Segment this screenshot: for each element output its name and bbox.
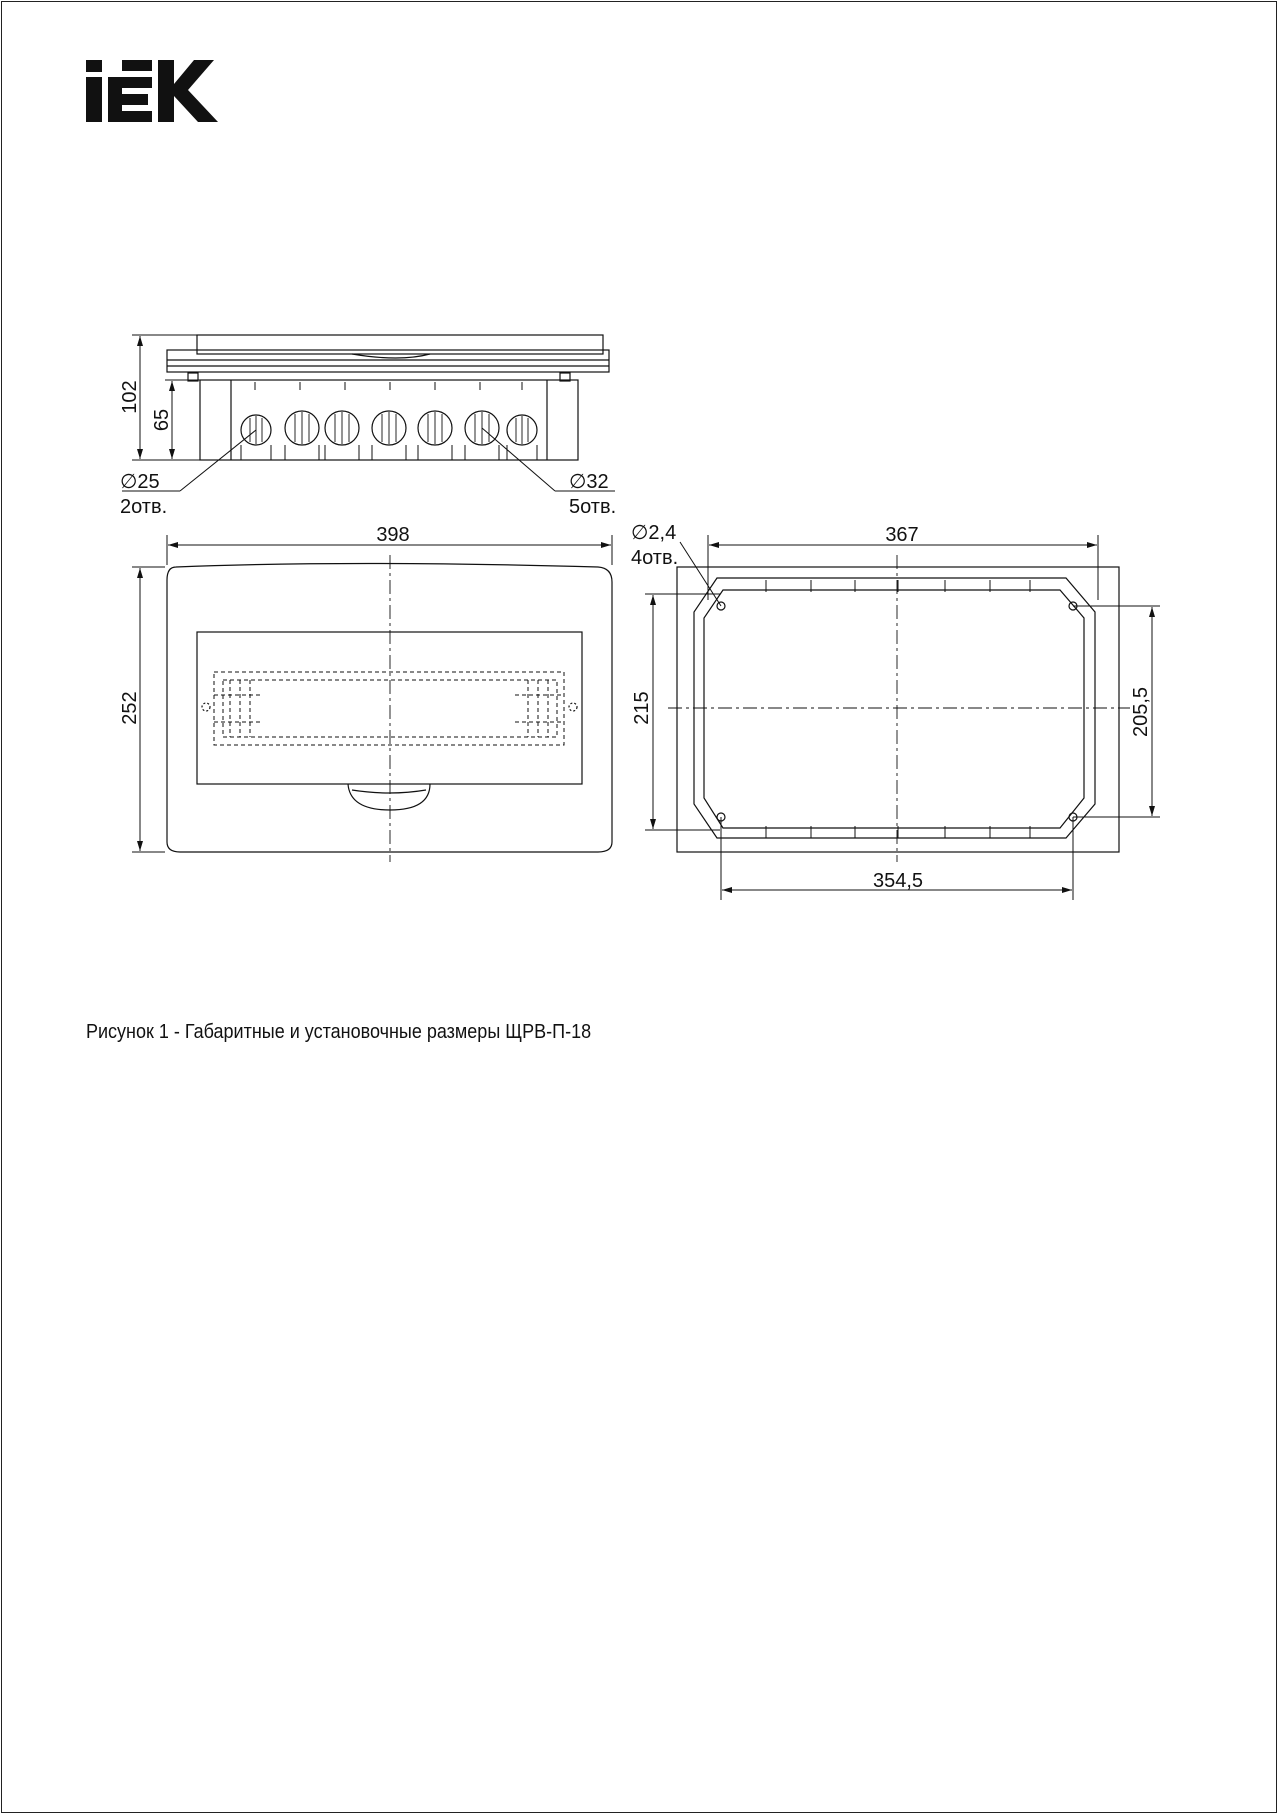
dim-front-height: 252: [119, 691, 141, 725]
front-view: [167, 555, 612, 862]
side-view-dimensions: [122, 335, 615, 491]
dim-rear-width: 367: [885, 524, 919, 546]
dim-rear-height: 215: [631, 691, 653, 725]
figure-caption: Рисунок 1 - Габаритные и установочные размеры ЩРВ-П-18: [86, 1021, 592, 1043]
dim-front-width: 398: [376, 524, 410, 546]
rear-view: [668, 555, 1130, 862]
dim-hole-small-diameter: ∅25: [120, 471, 160, 493]
side-view: [167, 335, 609, 460]
dim-body-depth: 65: [151, 408, 173, 432]
dim-mount-hole-diameter: ∅2,4: [631, 522, 677, 544]
dim-total-depth: 102: [119, 380, 141, 414]
knockout-holes: [241, 411, 537, 460]
dim-hole-small-count: 2отв.: [120, 496, 168, 518]
dim-rear-inner-width: 354,5: [872, 870, 924, 892]
dim-hole-large-count: 5отв.: [569, 496, 617, 518]
front-view-dimensions: [132, 535, 612, 852]
dim-hole-large-diameter: ∅32: [569, 471, 609, 493]
dim-mount-hole-count: 4отв.: [631, 547, 679, 569]
dim-rear-inner-height: 205,5: [1130, 686, 1152, 738]
